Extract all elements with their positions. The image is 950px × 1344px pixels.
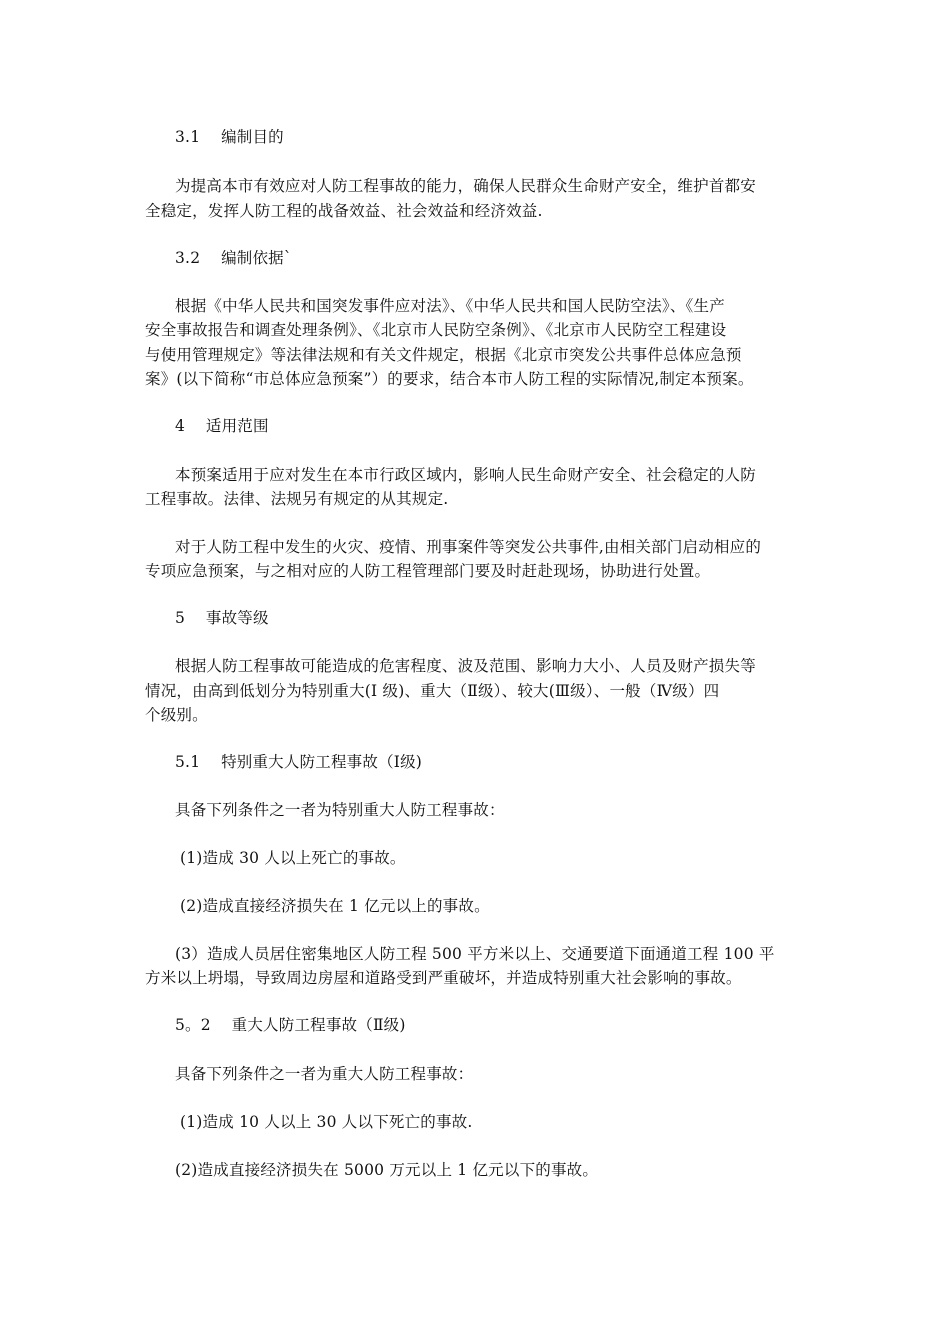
paragraph-line: 根据人防工程事故可能造成的危害程度、波及范围、影响力大小、人员及财产损失等 <box>175 657 756 675</box>
section-heading-5: 5 事故等级 <box>175 609 269 627</box>
paragraph-line: 案》(以下简称“市总体应急预案”）的要求，结合本市人防工程的实际情况,制定本预案。 <box>145 370 754 388</box>
paragraph-line: 方米以上坍塌，导致周边房屋和道路受到严重破坏，并造成特别重大社会影响的事故。 <box>145 969 742 987</box>
section-heading-5-2: 5。2 重大人防工程事故（Ⅱ级) <box>175 1016 406 1034</box>
paragraph-5-2-intro: 具备下列条件之一者为重大人防工程事故： <box>175 1065 474 1083</box>
paragraph-line: 全稳定，发挥人防工程的战备效益、社会效益和经济效益. <box>145 202 543 220</box>
list-item-5-2-1: (1)造成 10 人以上 30 人以下死亡的事故. <box>180 1113 473 1131</box>
paragraph-line: 工程事故。法律、法规另有规定的从其规定. <box>145 490 449 508</box>
paragraph-line: (3）造成人员居住密集地区人防工程 500 平方米以上、交通要道下面通道工程 100 平 <box>175 945 775 963</box>
list-item-5-2-2: (2)造成直接经济损失在 5000 万元以上 1 亿元以下的事故。 <box>175 1161 599 1179</box>
list-item-5-1-2: (2)造成直接经济损失在 1 亿元以上的事故。 <box>180 897 490 915</box>
paragraph-line: 对于人防工程中发生的火灾、疫情、刑事案件等突发公共事件,由相关部门启动相应的 <box>175 538 762 556</box>
paragraph-5-1-intro: 具备下列条件之一者为特别重大人防工程事故： <box>175 801 505 819</box>
section-heading-3-2: 3.2 编制依据` <box>175 249 292 267</box>
paragraph-line: 与使用管理规定》等法律法规和有关文件规定，根据《北京市突发公共事件总体应急预 <box>145 346 742 364</box>
paragraph-line: 情况，由高到低划分为特别重大(Ⅰ 级)、重大（Ⅱ级）、较大(Ⅲ级）、一般（Ⅳ级）四 <box>145 682 720 700</box>
section-heading-3-1: 3.1 编制目的 <box>175 128 284 146</box>
section-heading-5-1: 5.1 特别重大人防工程事故（Ⅰ级) <box>175 753 423 771</box>
section-heading-4: 4 适用范围 <box>175 417 269 435</box>
paragraph-line: 个级别。 <box>145 706 208 724</box>
paragraph-line: 为提高本市有效应对人防工程事故的能力，确保人民群众生命财产安全，维护首都安 <box>175 177 756 195</box>
paragraph-line: 本预案适用于应对发生在本市行政区域内，影响人民生命财产安全、社会稳定的人防 <box>175 466 756 484</box>
paragraph-line: 根据《中华人民共和国突发事件应对法》、《中华人民共和国人民防空法》、《生产 <box>175 297 725 315</box>
paragraph-line: 安全事故报告和调查处理条例》、《北京市人民防空条例》、《北京市人民防空工程建设 <box>145 321 727 339</box>
list-item-5-1-1: (1)造成 30 人以上死亡的事故。 <box>180 849 406 867</box>
paragraph-line: 专项应急预案，与之相对应的人防工程管理部门要及时赶赴现场，协助进行处置。 <box>145 562 711 580</box>
